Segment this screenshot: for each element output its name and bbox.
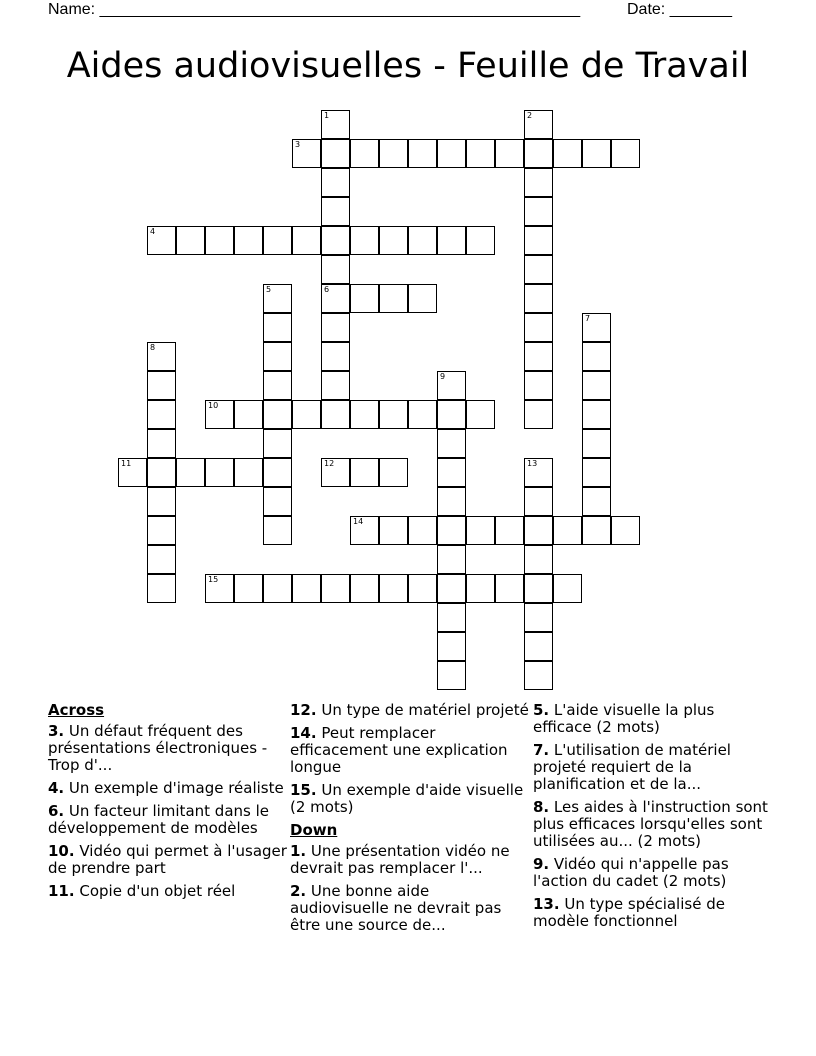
grid-cell[interactable] (437, 661, 466, 690)
grid-cell[interactable] (176, 458, 205, 487)
grid-cell[interactable] (524, 632, 553, 661)
clues-column-1 (48, 702, 288, 906)
grid-cell[interactable] (321, 574, 350, 603)
grid-cell[interactable] (263, 342, 292, 371)
grid-cell[interactable] (408, 284, 437, 313)
cell-number: 9 (440, 372, 446, 381)
grid-cell[interactable] (350, 139, 379, 168)
grid-cell[interactable] (379, 284, 408, 313)
grid-cell[interactable] (263, 371, 292, 400)
grid-cell[interactable] (379, 516, 408, 545)
grid-cell[interactable] (147, 458, 176, 487)
grid-cell[interactable] (205, 226, 234, 255)
grid-cell[interactable] (437, 226, 466, 255)
clue-down-13: 13. Un type spécialisé de modèle fonctionnel (533, 895, 725, 930)
grid-cell[interactable] (466, 574, 495, 603)
grid-cell[interactable] (234, 458, 263, 487)
grid-cell[interactable] (147, 226, 176, 255)
clue-across-3: 3. Un défaut fréquent des présentations électroniques - Trop d'... (48, 722, 268, 774)
clue-across-4: 4. Un exemple d'image réaliste (48, 779, 284, 797)
grid-cell[interactable] (408, 139, 437, 168)
grid-cell[interactable] (611, 139, 640, 168)
grid-cell[interactable] (321, 284, 350, 313)
grid-cell[interactable] (611, 516, 640, 545)
grid-cell[interactable] (292, 139, 321, 168)
grid-cell[interactable] (263, 226, 292, 255)
cell-number: 10 (208, 401, 219, 410)
grid-cell[interactable] (582, 313, 611, 342)
page-title: Aides audiovisuelles - Feuille de Travail (66, 46, 750, 86)
grid-cell[interactable] (379, 400, 408, 429)
grid-cell[interactable] (582, 458, 611, 487)
grid-cell[interactable] (437, 429, 466, 458)
grid-cell[interactable] (321, 197, 350, 226)
clue-across-10: 10. Vidéo qui permet à l'usager de prendre part (48, 842, 287, 877)
clue-across-12: 12. Un type de matériel projeté (290, 701, 529, 719)
grid-cell[interactable] (553, 516, 582, 545)
grid-cell[interactable] (263, 400, 292, 429)
grid-cell[interactable] (524, 110, 553, 139)
clue-down-5: 5. L'aide visuelle la plus efficace (2 mots) (533, 701, 715, 736)
grid-cell[interactable] (321, 371, 350, 400)
cell-number: 3 (295, 140, 301, 149)
clues-column-3 (533, 702, 773, 936)
grid-cell[interactable] (321, 313, 350, 342)
grid-cell[interactable] (582, 516, 611, 545)
grid-cell[interactable] (437, 632, 466, 661)
grid-cell[interactable] (524, 400, 553, 429)
grid-cell[interactable] (553, 139, 582, 168)
grid-cell[interactable] (350, 516, 379, 545)
grid-cell[interactable] (350, 574, 379, 603)
grid-cell[interactable] (437, 458, 466, 487)
grid-cell[interactable] (263, 429, 292, 458)
grid-cell[interactable] (582, 400, 611, 429)
grid-cell[interactable] (495, 139, 524, 168)
grid-cell[interactable] (524, 139, 553, 168)
grid-cell[interactable] (408, 400, 437, 429)
grid-cell[interactable] (379, 574, 408, 603)
grid-cell[interactable] (263, 313, 292, 342)
clues-column-2 (290, 702, 530, 940)
grid-cell[interactable] (147, 400, 176, 429)
grid-cell[interactable] (524, 516, 553, 545)
grid-cell[interactable] (495, 574, 524, 603)
grid-cell[interactable] (292, 400, 321, 429)
grid-cell[interactable] (408, 574, 437, 603)
grid-cell[interactable] (466, 139, 495, 168)
clue-down-7: 7. L'utilisation de matériel projeté requiert de la planification et de la... (533, 741, 731, 793)
clue-down-9: 9. Vidéo qui n'appelle pas l'action du cadet (2 mots) (533, 855, 729, 890)
grid-cell[interactable] (176, 226, 205, 255)
grid-cell[interactable] (147, 545, 176, 574)
grid-cell[interactable] (524, 661, 553, 690)
grid-cell[interactable] (292, 574, 321, 603)
clue-down-1: 1. Une présentation vidéo ne devrait pas remplacer l'... (290, 842, 510, 877)
grid-cell[interactable] (524, 574, 553, 603)
grid-cell[interactable] (205, 458, 234, 487)
grid-cell[interactable] (408, 516, 437, 545)
grid-cell[interactable] (234, 400, 263, 429)
grid-cell[interactable] (582, 371, 611, 400)
grid-cell[interactable] (321, 168, 350, 197)
grid-cell[interactable] (524, 458, 553, 487)
grid-cell[interactable] (524, 545, 553, 574)
grid-cell[interactable] (350, 400, 379, 429)
grid-cell[interactable] (263, 458, 292, 487)
grid-cell[interactable] (263, 487, 292, 516)
cell-number: 7 (585, 314, 591, 323)
grid-cell[interactable] (147, 429, 176, 458)
grid-cell[interactable] (321, 139, 350, 168)
cell-number: 11 (121, 459, 132, 468)
down-heading: Down (290, 821, 338, 839)
grid-cell[interactable] (350, 284, 379, 313)
cell-number: 13 (527, 459, 538, 468)
grid-cell[interactable] (437, 487, 466, 516)
grid-cell[interactable] (147, 342, 176, 371)
cell-number: 14 (353, 517, 364, 526)
grid-cell[interactable] (437, 139, 466, 168)
grid-cell[interactable] (263, 516, 292, 545)
across-heading: Across (48, 701, 105, 719)
grid-cell[interactable] (524, 284, 553, 313)
grid-cell[interactable] (321, 342, 350, 371)
name-label: Name: (48, 1, 96, 18)
grid-cell[interactable] (321, 110, 350, 139)
grid-cell[interactable] (350, 226, 379, 255)
grid-cell[interactable] (437, 400, 466, 429)
grid-cell[interactable] (466, 226, 495, 255)
clue-across-11: 11. Copie d'un objet réel (48, 882, 236, 900)
grid-cell[interactable] (350, 458, 379, 487)
grid-cell[interactable] (321, 400, 350, 429)
grid-cell[interactable] (321, 226, 350, 255)
grid-cell[interactable] (524, 603, 553, 632)
grid-cell[interactable] (582, 429, 611, 458)
grid-cell[interactable] (263, 574, 292, 603)
grid-cell[interactable] (524, 487, 553, 516)
grid-cell[interactable] (582, 139, 611, 168)
clue-across-14: 14. Peut remplacer efficacement une explication longue (290, 724, 508, 776)
grid-cell[interactable] (524, 371, 553, 400)
clue-across-6: 6. Un facteur limitant dans le développement de modèles (48, 802, 269, 837)
grid-cell[interactable] (582, 487, 611, 516)
cell-number: 1 (324, 111, 330, 120)
grid-cell[interactable] (524, 342, 553, 371)
grid-cell[interactable] (437, 603, 466, 632)
grid-cell[interactable] (321, 255, 350, 284)
clue-across-15: 15. Un exemple d'aide visuelle (2 mots) (290, 781, 524, 816)
clue-down-8: 8. Les aides à l'instruction sont plus efficaces lorsqu'elles sont utilisées au... (2 mots) (533, 798, 768, 850)
grid-cell[interactable] (524, 255, 553, 284)
grid-cell[interactable] (147, 371, 176, 400)
grid-cell[interactable] (205, 574, 234, 603)
grid-cell[interactable] (147, 487, 176, 516)
grid-cell[interactable] (553, 574, 582, 603)
grid-cell[interactable] (379, 226, 408, 255)
grid-cell[interactable] (118, 458, 147, 487)
grid-cell[interactable] (147, 574, 176, 603)
grid-cell[interactable] (437, 371, 466, 400)
cell-number: 4 (150, 227, 156, 236)
cell-number: 2 (527, 111, 533, 120)
grid-cell[interactable] (524, 313, 553, 342)
grid-cell[interactable] (205, 400, 234, 429)
grid-cell[interactable] (234, 226, 263, 255)
date-line: _______ (669, 1, 732, 18)
clue-down-2: 2. Une bonne aide audiovisuelle ne devrait pas être une source de... (290, 882, 502, 934)
grid-cell[interactable] (234, 574, 263, 603)
grid-cell[interactable] (379, 139, 408, 168)
grid-cell[interactable] (466, 400, 495, 429)
cell-number: 12 (324, 459, 335, 468)
grid-cell[interactable] (408, 226, 437, 255)
cell-number: 15 (208, 575, 219, 584)
grid-cell[interactable] (495, 516, 524, 545)
grid-cell[interactable] (524, 197, 553, 226)
grid-cell[interactable] (292, 226, 321, 255)
cell-number: 6 (324, 285, 330, 294)
grid-cell[interactable] (524, 168, 553, 197)
grid-cell[interactable] (466, 516, 495, 545)
grid-cell[interactable] (524, 226, 553, 255)
grid-cell[interactable] (582, 342, 611, 371)
grid-cell[interactable] (437, 516, 466, 545)
name-line: ______________________________________________________ (99, 1, 581, 18)
date-label: Date: (627, 1, 666, 18)
cell-number: 5 (266, 285, 272, 294)
grid-cell[interactable] (437, 545, 466, 574)
grid-cell[interactable] (147, 516, 176, 545)
grid-cell[interactable] (437, 574, 466, 603)
grid-cell[interactable] (379, 458, 408, 487)
grid-cell[interactable] (321, 458, 350, 487)
grid-cell[interactable] (263, 284, 292, 313)
cell-number: 8 (150, 343, 156, 352)
